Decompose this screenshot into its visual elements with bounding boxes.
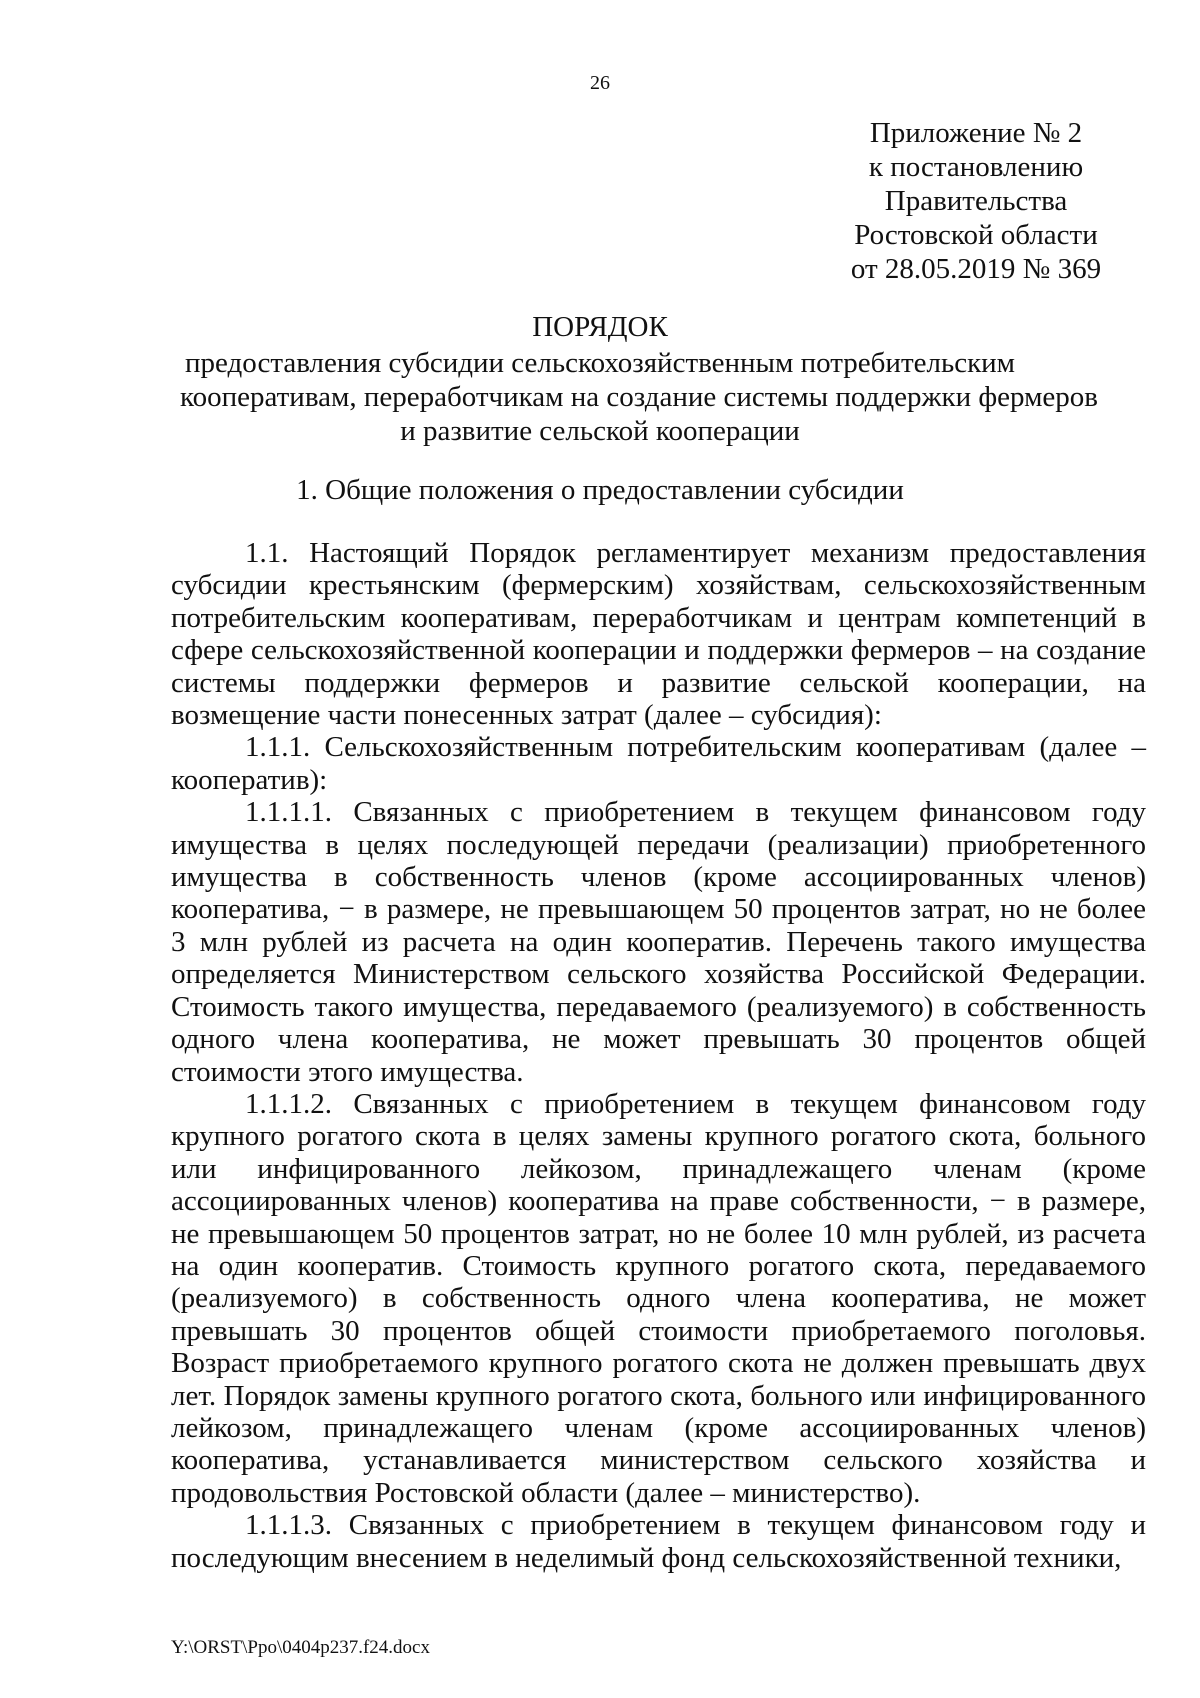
subtitle-line: и развитие сельской кооперации: [400, 415, 800, 447]
appendix-line: Приложение № 2: [869, 117, 1083, 149]
section-heading: 1. Общие положения о предоставлении субсидии: [296, 474, 904, 506]
appendix-line: Правительства: [884, 185, 1068, 217]
paragraph: 1.1.1.2. Связанных с приобретением в текущем финансовом году крупного рогатого скота в целях замены крупного рогатого скота, больного или инфицированного лейкозом, принадлежащего членам (кроме ассоциированных членов) кооператива на праве собственности, − в размере, не превышающем 50 процентов затрат, но не более 10 млн рублей, из расчета на один кооператив. Стоимость крупного рогатого скота, передаваемого (реализуемого) в собственность одного члена кооператива, не может превышать 30 процентов общей стоимости приобретаемого поголовья. Возраст приобретаемого крупного рогатого скота не должен превышать двух лет. Порядок замены крупного рогатого скота, больного или инфицированного лейкозом, принадлежащего членам (кроме ассоциированных членов) кооператива, устанавливается министерством сельского хозяйства и продовольствия Ростовской области (далее – министерство).: [171, 1087, 1146, 1509]
footer-file-path: Y:\ORST\Ppo\0404p237.f24.docx: [171, 1637, 430, 1658]
page-number: 26: [590, 72, 610, 94]
paragraph: 1.1.1.1. Связанных с приобретением в текущем финансовом году имущества в целях последующей передачи (реализации) приобретенного имущества в собственность членов (кроме ассоциированных членов) кооператива, − в размере, не превышающем 50 процентов затрат, но не более 3 млн рублей из расчета на один кооператив. Перечень такого имущества определяется Министерством сельского хозяйства Российской Федерации. Стоимость такого имущества, передаваемого (реализуемого) в собственность одного члена кооператива, не может превышать 30 процентов общей стоимости этого имущества.: [171, 796, 1146, 1088]
document-subtitle: [180, 346, 1098, 448]
paragraph: 1.1. Настоящий Порядок регламентирует механизм предоставления субсидии крестьянским (фермерским) хозяйствам, сельскохозяйственным потребительским кооперативам, переработчикам и центрам компетенций в сфере сельскохозяйственной кооперации и поддержки фермеров – на создание системы поддержки фермеров и развитие сельской кооперации, на возмещение части понесенных затрат (далее – субсидия):: [171, 537, 1146, 732]
appendix-line: от 28.05.2019 № 369: [850, 253, 1102, 285]
appendix-line: Ростовской области: [854, 219, 1098, 251]
appendix-block: [826, 116, 1126, 286]
paragraph: 1.1.1. Сельскохозяйственным потребительским кооперативам (далее – кооператив):: [171, 731, 1146, 796]
appendix-line: к постановлению: [868, 151, 1084, 183]
subtitle-line: кооперативам, переработчикам на создание системы поддержки фермеров: [180, 381, 1098, 413]
paragraph: 1.1.1.3. Связанных с приобретением в текущем финансовом году и последующим внесением в неделимый фонд сельскохозяйственной техники,: [171, 1509, 1146, 1574]
document-title: ПОРЯДОК: [532, 311, 668, 343]
document-body: [171, 537, 1146, 1574]
subtitle-line: предоставления субсидии сельскохозяйственным потребительским: [184, 347, 1016, 379]
